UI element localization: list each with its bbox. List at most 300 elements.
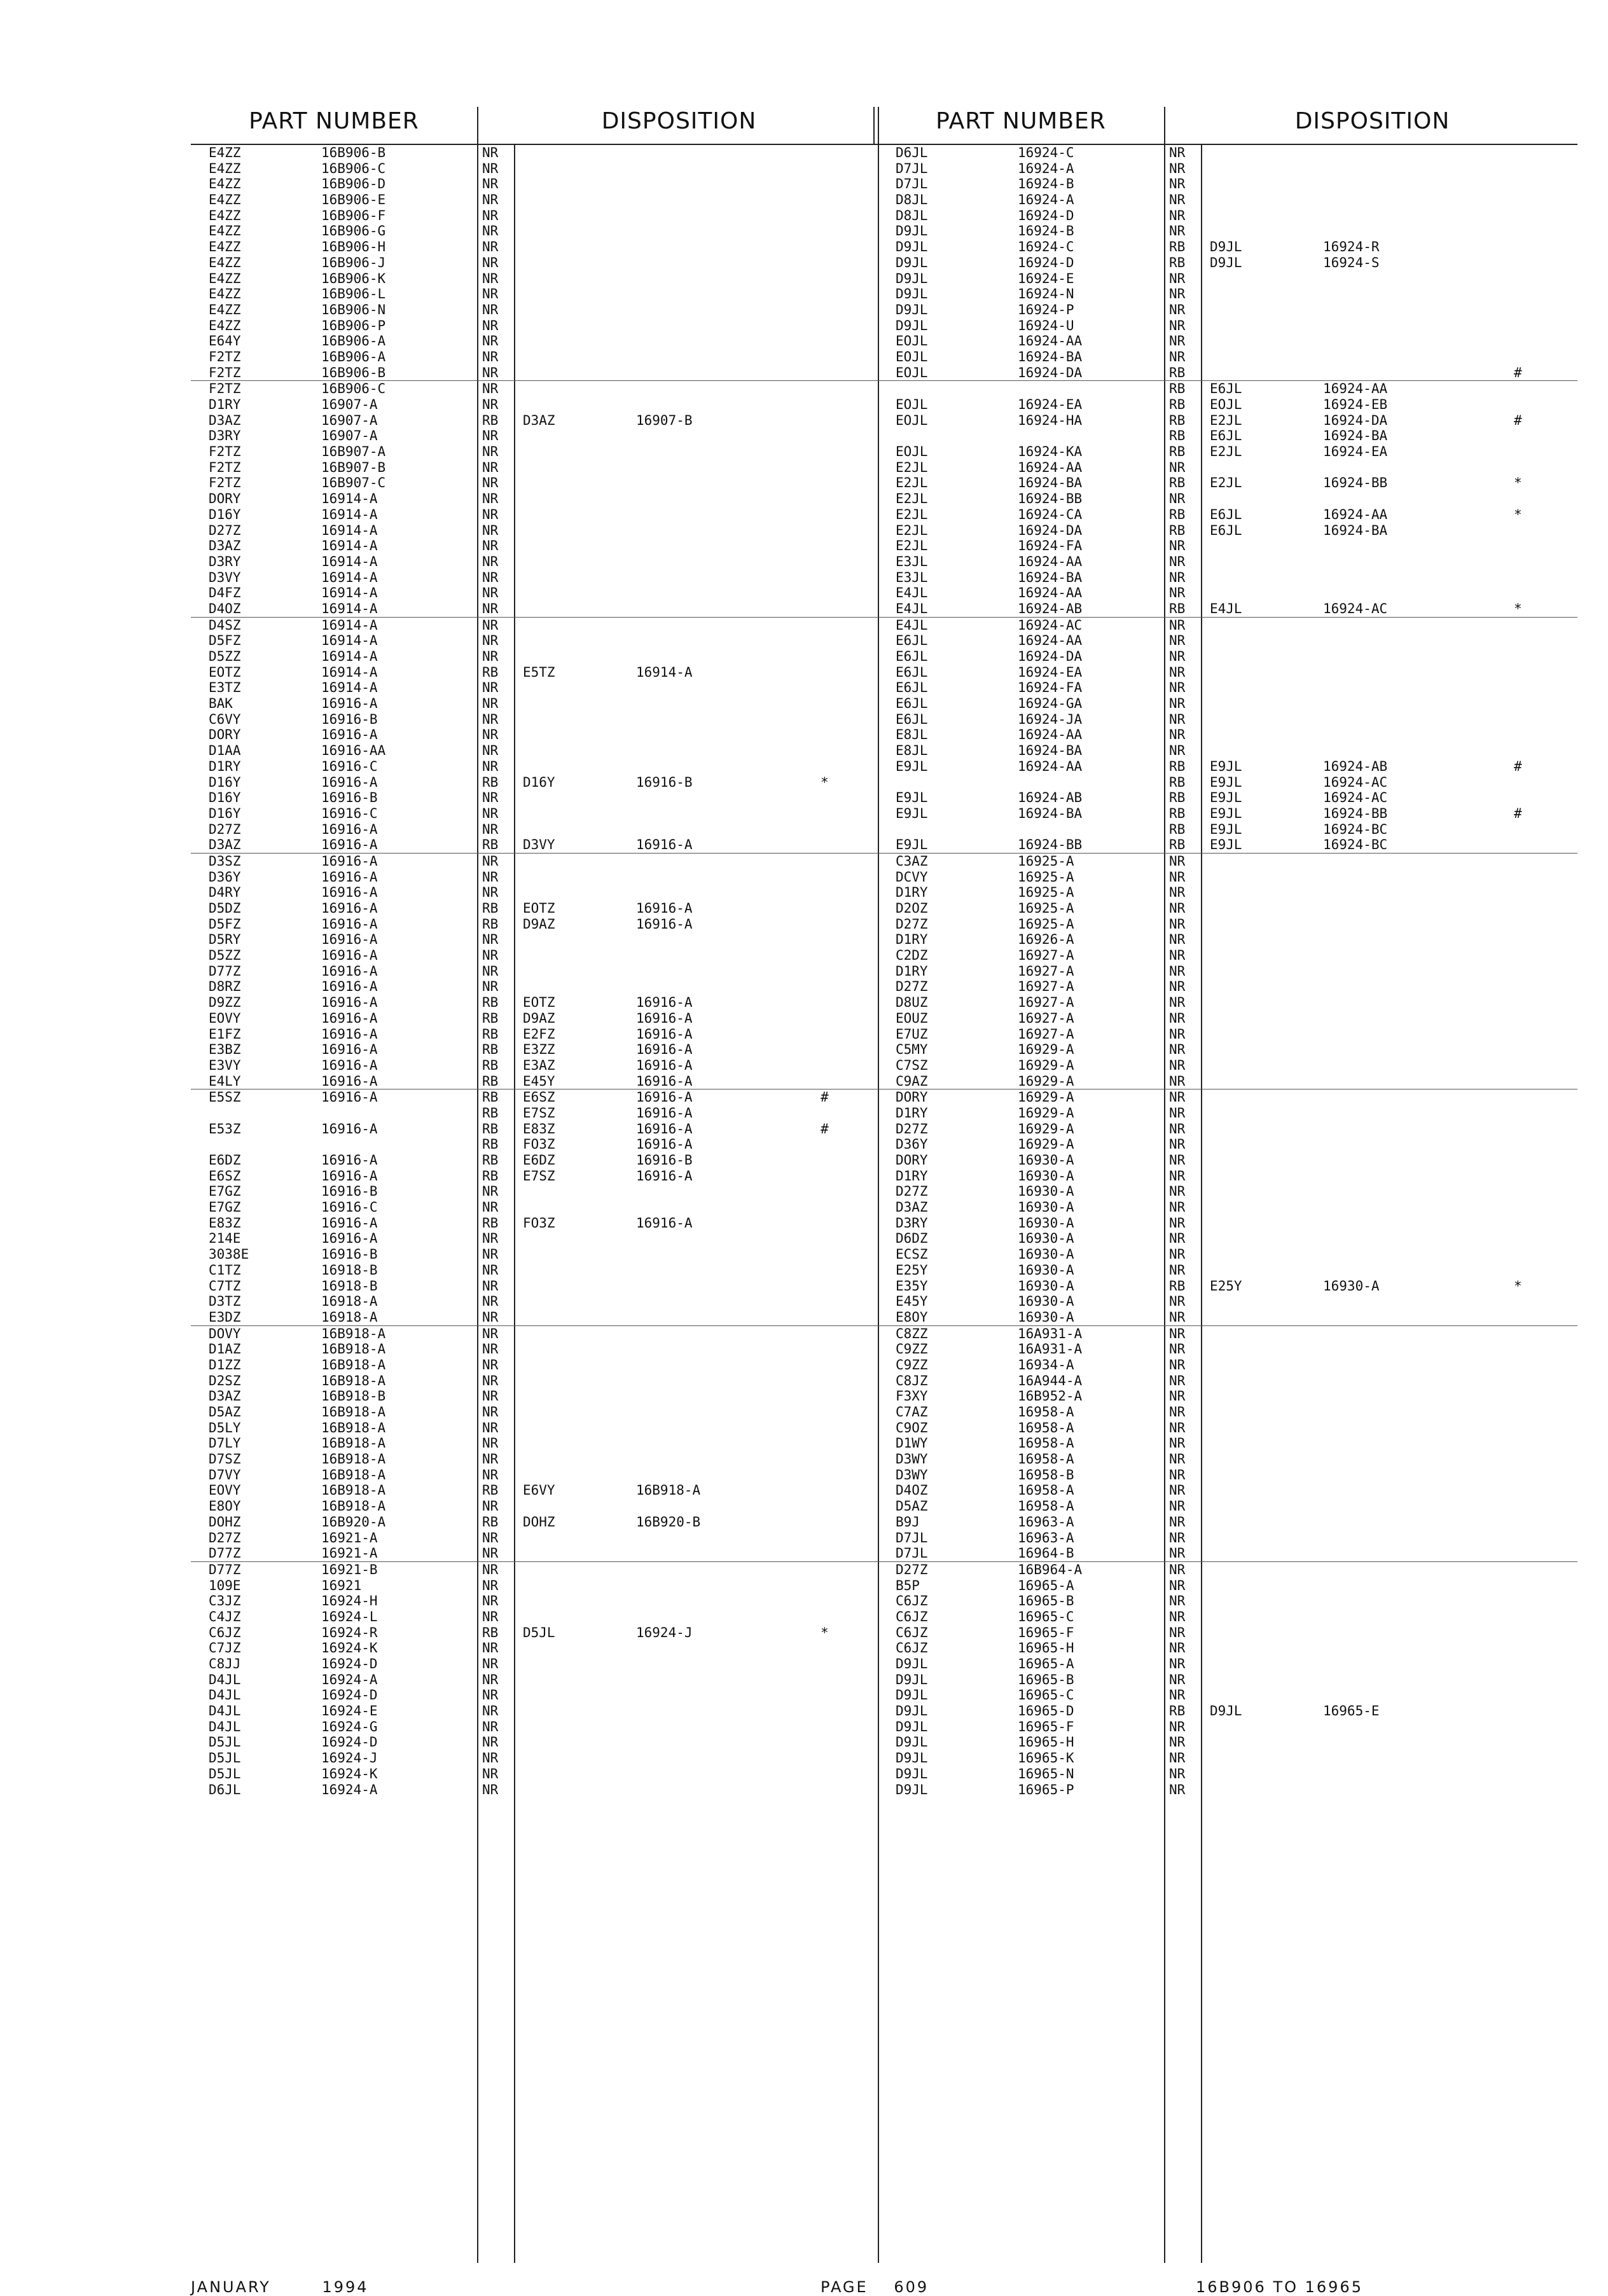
table-row [191,1200,881,1215]
prefix-cell: D5DZ [209,901,241,916]
part-number-cell: 16916-A [321,1231,378,1247]
prefix-cell: D9JL [896,239,928,255]
right-disposition-heading: DISPOSITION [1294,108,1450,134]
table-row [878,1483,1577,1498]
table-row [191,822,881,838]
table-row [191,1420,881,1436]
disposition-code-cell: NR [1169,1671,1186,1687]
table-row [191,1404,881,1420]
disposition-code-cell: NR [482,428,499,444]
disposition-code-cell: NR [1169,1577,1186,1593]
table-row [191,854,881,869]
disposition-code-cell: NR [482,444,499,460]
disposition-code-cell: NR [482,1435,499,1451]
prefix-cell: D9JL [896,1656,928,1671]
part-number-cell: 16924-FA [1018,538,1083,554]
prefix-cell: D8JL [896,207,928,223]
table-row [878,869,1577,885]
table-row [191,349,881,365]
part-number-cell: 16B906-E [321,192,386,208]
table-row [191,1530,881,1546]
prefix-cell: E6DZ [209,1152,241,1168]
part-number-cell: 16916-C [321,1200,378,1215]
table-row [878,1734,1577,1750]
part-number-cell: 16929-A [1018,1089,1074,1105]
disposition-code-cell: NR [1169,1105,1186,1121]
part-number-cell: 16916-A [321,948,378,964]
disposition-code-cell: NR [1169,1215,1186,1231]
table-row [191,1042,881,1058]
part-number-cell: 16924-AA [1018,553,1083,569]
part-number-cell: 16918-A [321,1309,378,1325]
disposition-code-cell: NR [1169,1168,1186,1184]
replacement-prefix-cell: EOTZ [523,995,555,1011]
prefix-cell: D1RY [209,397,241,412]
table-row [191,1514,881,1530]
disposition-code-cell: NR [1169,696,1186,712]
replacement-number-cell: 16924-EA [1323,444,1388,460]
table-row [191,790,881,806]
part-number-cell: 16924-J [321,1750,378,1766]
prefix-cell: E4LY [209,1073,241,1089]
part-number-cell: 16916-A [321,1152,378,1168]
replacement-number-cell: 16924-BB [1323,805,1388,821]
prefix-cell: E7UZ [896,1026,928,1042]
left-right-border [873,107,875,144]
table-row [878,1750,1577,1766]
table-row [191,1734,881,1750]
prefix-cell: E6JL [896,649,928,664]
prefix-cell: C6JZ [209,1624,241,1640]
prefix-cell: C3AZ [896,853,928,869]
prefix-cell: E2JL [896,522,928,538]
prefix-cell: C7AZ [896,1404,928,1420]
disposition-code-cell: NR [1169,1262,1186,1278]
disposition-code-cell: RB [482,837,499,853]
prefix-cell: C7SZ [896,1057,928,1073]
prefix-cell: E2JL [896,491,928,507]
table-row [191,192,881,208]
disposition-code-cell: NR [482,633,499,649]
table-row [191,1121,881,1137]
part-number-cell: 16927-A [1018,1010,1074,1026]
replacement-number-cell: 16924-AC [1323,600,1388,616]
table-row [191,869,881,885]
marker-cell: # [821,1089,829,1105]
part-number-cell: 16914-A [321,506,378,522]
replacement-number-cell: 16916-B [636,774,693,790]
table-row [191,618,881,633]
part-number-cell: 16907-A [321,428,378,444]
part-number-cell: 16916-A [321,963,378,979]
prefix-cell: D5ZZ [209,948,241,964]
prefix-cell: E5SZ [209,1089,241,1105]
part-number-cell: 16925-A [1018,869,1074,885]
disposition-code-cell: NR [1169,1057,1186,1073]
part-number-cell: 16921-A [321,1530,378,1546]
footer-page [821,2278,929,2296]
part-number-cell: 16916-A [321,869,378,885]
disposition-code-cell: NR [1169,1483,1186,1498]
table-row [878,1404,1577,1420]
replacement-prefix-cell: E9JL [1210,837,1242,853]
prefix-cell: DOHZ [209,1514,241,1530]
part-number-cell: 16924-EA [1018,397,1083,412]
part-number-cell: 16916-A [321,1042,378,1058]
part-number-cell: 16914-A [321,649,378,664]
table-row [191,1074,881,1090]
prefix-cell: D3AZ [209,837,241,853]
replacement-number-cell: 16916-A [636,995,693,1011]
table-row [191,1011,881,1027]
prefix-cell: D27Z [209,821,241,837]
prefix-cell: D9JL [896,254,928,270]
prefix-cell: E2JL [896,538,928,554]
table-row [191,1562,881,1578]
disposition-code-cell: NR [482,1781,499,1797]
table-row [191,475,881,491]
disposition-code-cell: NR [482,1561,499,1577]
table-row [191,649,881,665]
part-number-cell: 16914-A [321,633,378,649]
part-number-cell: 16916-A [321,774,378,790]
prefix-cell: C6JZ [896,1640,928,1656]
prefix-cell: C1TZ [209,1262,241,1278]
disposition-code-cell: RB [1169,600,1186,616]
part-number-cell: 16965-C [1018,1687,1074,1703]
disposition-code-cell: NR [1169,553,1186,569]
part-number-cell: 16924-H [321,1593,378,1609]
table-row [191,507,881,523]
disposition-code-cell: NR [1169,1042,1186,1058]
table-row [191,775,881,791]
prefix-cell: EOJL [896,444,928,460]
replacement-prefix-cell: E9JL [1210,805,1242,821]
part-number-cell: 16914-A [321,680,378,696]
part-number-cell: 16924-A [1018,160,1074,176]
table-row [878,1498,1577,1514]
part-number-cell: 16925-A [1018,916,1074,932]
disposition-code-cell: NR [1169,853,1186,869]
replacement-prefix-cell: EOJL [1210,397,1242,412]
table-row [878,491,1577,507]
marker-cell: * [821,1624,829,1640]
disposition-code-cell: RB [1169,506,1186,522]
part-number-cell: 16916-A [321,885,378,901]
table-row [878,1341,1577,1357]
prefix-cell: D5AZ [209,1404,241,1420]
part-number-cell: 16930-A [1018,1231,1074,1247]
prefix-cell: D9JL [896,223,928,239]
table-row [191,1546,881,1562]
replacement-prefix-cell: E7SZ [523,1105,555,1121]
part-number-cell: 16916-A [321,932,378,948]
prefix-cell: E3JL [896,569,928,585]
table-row [878,271,1577,287]
prefix-cell: E4JL [896,600,928,616]
table-row [191,538,881,554]
disposition-code-cell: NR [482,1404,499,1420]
replacement-number-cell: 16924-BA [1323,522,1388,538]
disposition-code-cell: NR [482,1262,499,1278]
table-row [878,1435,1577,1451]
replacement-prefix-cell: D9JL [1210,239,1242,255]
table-row [191,633,881,649]
prefix-cell: E4ZZ [209,239,241,255]
disposition-code-cell: NR [1169,963,1186,979]
part-number-cell: 16924-E [1018,270,1074,286]
disposition-code-cell: NR [482,758,499,774]
prefix-cell: D1RY [209,758,241,774]
disposition-code-cell: NR [1169,145,1186,160]
disposition-code-cell: NR [482,1388,499,1404]
disposition-code-cell: NR [1169,1294,1186,1310]
prefix-cell: D3RY [896,1215,928,1231]
table-row [878,145,1577,161]
table-row [878,775,1577,791]
part-number-cell: 16B906-D [321,176,386,192]
table-row [191,1341,881,1357]
table-row [878,979,1577,995]
disposition-code-cell: NR [1169,1750,1186,1766]
prefix-cell: D4OZ [896,1483,928,1498]
part-number-cell: 16924-N [1018,286,1074,302]
part-number-cell: 16916-B [321,711,378,727]
disposition-code-cell: RB [482,412,499,428]
right-table [878,107,1577,1797]
prefix-cell: D16Y [209,790,241,806]
disposition-code-cell: NR [482,963,499,979]
part-number-cell: 16924-AA [1018,758,1083,774]
replacement-prefix-cell: E6DZ [523,1152,555,1168]
prefix-cell: D16Y [209,774,241,790]
prefix-cell: DORY [896,1152,928,1168]
part-number-cell: 16930-A [1018,1215,1074,1231]
table-row [191,837,881,854]
prefix-cell: D1AA [209,743,241,759]
prefix-cell: E6JL [896,633,928,649]
disposition-code-cell: NR [482,553,499,569]
table-row [191,1467,881,1483]
part-number-cell: 16924-BB [1018,837,1083,853]
part-number-cell: 16924-E [321,1703,378,1719]
prefix-cell: E83Z [209,1215,241,1231]
part-number-cell: 16930-A [1018,1152,1074,1168]
part-number-cell: 16A931-A [1018,1341,1083,1357]
part-number-cell: 16958-A [1018,1404,1074,1420]
disposition-code-cell: NR [482,1766,499,1781]
table-row [191,680,881,696]
prefix-cell: D27Z [896,1561,928,1577]
prefix-cell: F2TZ [209,444,241,460]
disposition-code-cell: RB [1169,475,1186,491]
disposition-code-cell: RB [482,901,499,916]
table-row [191,271,881,287]
table-row [191,916,881,932]
replacement-number-cell: 16924-BC [1323,837,1388,853]
prefix-cell: D3AZ [209,412,241,428]
part-number-cell: 16916-A [321,1121,378,1137]
replacement-number-cell: 16916-A [636,1010,693,1026]
table-row [191,1089,881,1105]
prefix-cell: D5JL [209,1734,241,1750]
prefix-cell: E3VY [209,1057,241,1073]
footer-month: JANUARY [191,2278,271,2296]
prefix-cell: E8JL [896,743,928,759]
part-number-cell: 16924-AA [1018,585,1083,601]
table-row [878,1262,1577,1278]
disposition-code-cell: NR [1169,885,1186,901]
table-row [878,649,1577,665]
table-row [878,428,1577,444]
replacement-prefix-cell: E9JL [1210,821,1242,837]
disposition-code-cell: NR [1169,1373,1186,1388]
part-number-cell: 16914-A [321,522,378,538]
part-number-cell: 16930-A [1018,1309,1074,1325]
disposition-code-cell: NR [1169,317,1186,333]
part-number-cell: 16963-A [1018,1514,1074,1530]
part-number-cell: 16B906-H [321,239,386,255]
table-row [878,1766,1577,1782]
prefix-cell: E2JL [896,475,928,491]
part-number-cell: 16914-A [321,538,378,554]
part-number-cell: 16B906-B [321,145,386,160]
disposition-code-cell: NR [482,1373,499,1388]
disposition-code-cell: NR [482,145,499,160]
table-row [878,444,1577,460]
table-row [878,223,1577,239]
table-row [878,1782,1577,1798]
prefix-cell: D4JL [209,1719,241,1734]
left-disposition-heading: DISPOSITION [601,108,757,134]
table-row [191,759,881,775]
disposition-code-cell: RB [1169,397,1186,412]
disposition-code-cell: RB [482,1121,499,1137]
part-number-cell: 16B918-A [321,1373,386,1388]
disposition-code-cell: RB [482,1215,499,1231]
prefix-cell: F2TZ [209,349,241,364]
part-number-cell: 16924-BA [1018,569,1083,585]
disposition-code-cell: NR [1169,1357,1186,1373]
table-row [878,680,1577,696]
part-number-cell: 16927-A [1018,948,1074,964]
disposition-code-cell: NR [482,381,499,397]
disposition-code-cell: NR [482,522,499,538]
prefix-cell: D9JL [896,1703,928,1719]
part-number-cell: 16965-N [1018,1766,1074,1781]
replacement-number-cell: 16924-AA [1323,506,1388,522]
part-number-cell: 16918-B [321,1262,378,1278]
part-number-cell: 16916-A [321,916,378,932]
part-number-cell: 16930-A [1018,1168,1074,1184]
table-row [191,1373,881,1389]
prefix-cell: E4ZZ [209,286,241,302]
disposition-code-cell: NR [482,239,499,255]
replacement-number-cell: 16916-A [636,1073,693,1089]
marker-cell: # [821,1121,829,1137]
disposition-code-cell: NR [482,1325,499,1341]
table-row [878,1310,1577,1326]
table-row [191,1168,881,1184]
disposition-code-cell: RB [482,916,499,932]
prefix-cell: E4ZZ [209,207,241,223]
table-row [878,1609,1577,1625]
disposition-code-cell: NR [482,1608,499,1624]
part-number-cell: 16927-A [1018,963,1074,979]
part-number-cell: 16916-A [321,1215,378,1231]
prefix-cell: B9J [896,1514,920,1530]
prefix-cell: D77Z [209,963,241,979]
prefix-cell: D4RY [209,885,241,901]
replacement-prefix-cell: D3AZ [523,412,555,428]
part-number-cell: 16924-EA [1018,664,1083,680]
table-row [878,1215,1577,1231]
replacement-number-cell: 16914-A [636,664,693,680]
table-row [878,1593,1577,1609]
prefix-cell: C6JZ [896,1608,928,1624]
disposition-code-cell: NR [1169,1309,1186,1325]
prefix-cell: D1RY [896,1168,928,1184]
disposition-code-cell: NR [482,1577,499,1593]
part-number-cell: 16930-A [1018,1247,1074,1262]
table-row [191,1766,881,1782]
replacement-prefix-cell: E3ZZ [523,1042,555,1058]
part-number-cell: 16B906-K [321,270,386,286]
table-row [191,176,881,192]
part-number-cell: 16921-A [321,1546,378,1561]
disposition-code-cell: NR [1169,932,1186,948]
table-row [191,1578,881,1594]
disposition-code-cell: RB [482,1057,499,1073]
disposition-code-cell: NR [1169,301,1186,317]
table-row [878,1420,1577,1436]
disposition-code-cell: NR [1169,979,1186,995]
disposition-code-cell: NR [482,869,499,885]
disposition-code-cell: NR [482,711,499,727]
part-number-cell: 16914-A [321,553,378,569]
prefix-cell: EOJL [896,412,928,428]
part-number-cell: 16930-A [1018,1200,1074,1215]
table-row [191,1640,881,1656]
disposition-code-cell: RB [1169,821,1186,837]
table-row [878,822,1577,838]
part-number-cell: 16924-A [321,1781,378,1797]
table-row [191,1027,881,1042]
prefix-cell: D27Z [209,1530,241,1546]
table-row [191,570,881,586]
part-number-cell: 16916-A [321,979,378,995]
prefix-cell: E9JL [896,837,928,853]
replacement-number-cell: 16924-AC [1323,790,1388,806]
prefix-cell: D6DZ [896,1231,928,1247]
part-number-cell: 16916-A [321,901,378,916]
table-row [191,1058,881,1074]
prefix-cell: E35Y [896,1278,928,1294]
disposition-code-cell: NR [482,491,499,507]
prefix-cell: D27Z [896,916,928,932]
part-number-cell: 16B906-G [321,223,386,239]
prefix-cell: D9JL [896,1750,928,1766]
disposition-code-cell: RB [1169,1703,1186,1719]
prefix-cell: C8ZZ [896,1325,928,1341]
table-row [878,1578,1577,1594]
part-number-cell: 16965-F [1018,1624,1074,1640]
part-number-cell: 16924-AB [1018,600,1083,616]
prefix-cell: DORY [896,1089,928,1105]
prefix-cell: C3JZ [209,1593,241,1609]
disposition-code-cell: NR [1169,1766,1186,1781]
disposition-code-cell: NR [1169,1561,1186,1577]
